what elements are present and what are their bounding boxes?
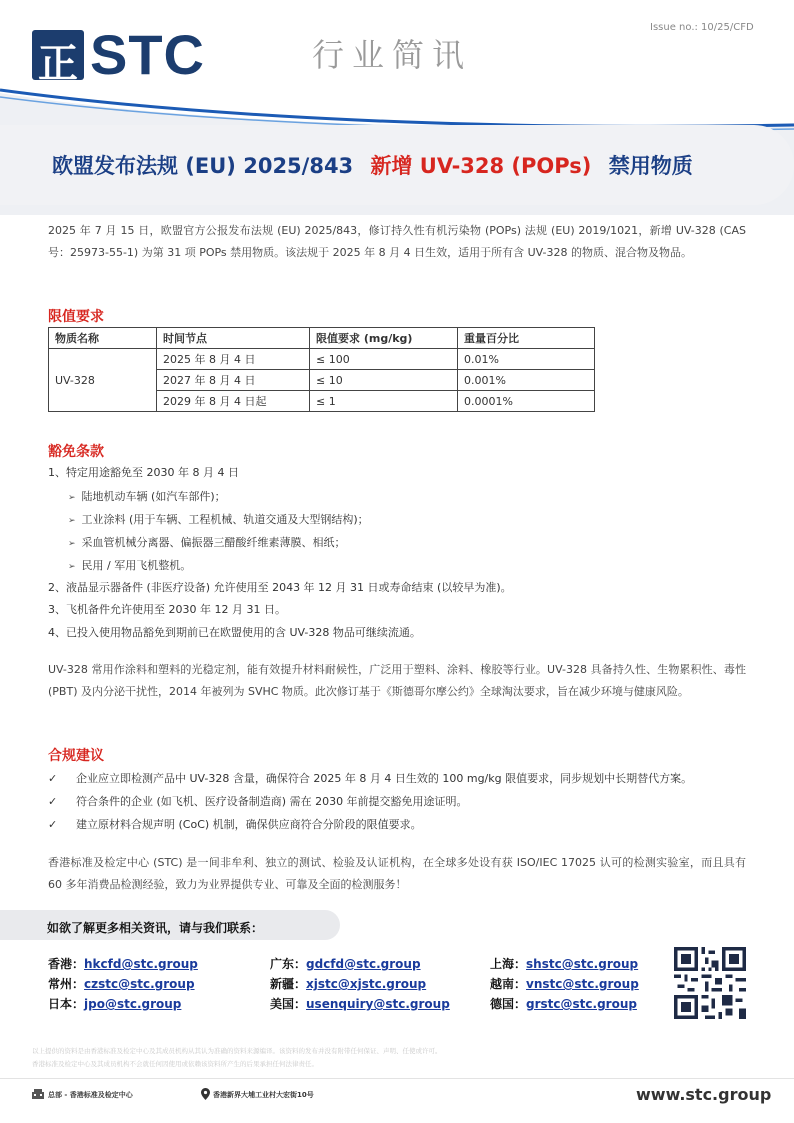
contact-label: 越南： [490, 977, 527, 991]
footer-address: 香港新界大埔工业村大宏街10号 [213, 1091, 314, 1099]
contact-label: 常州： [48, 977, 85, 991]
qr-code[interactable] [674, 947, 746, 1019]
contact-title: 如欲了解更多相关资讯，请与我们联系： [47, 921, 264, 935]
email-link[interactable]: gdcfd@stc.group [306, 957, 421, 971]
check-icon: ✓ [48, 772, 58, 785]
col-header: 物质名称 [49, 328, 157, 349]
stc-logo [32, 23, 224, 87]
table-cell: 2029 年 8 月 4 日起 [157, 391, 310, 412]
advice-item [48, 816, 422, 832]
advice-item [48, 793, 468, 809]
website-link[interactable]: www.stc.group [636, 1085, 772, 1104]
exemption-item-4: 4、已投入使用物品豁免到期前已在欧盟使用的含 UV-328 物品可继续流通。 [48, 626, 421, 639]
advice-item-text: 符合条件的企业 (如飞机、医疗设备制造商) 需在 2030 年前提交豁免用途证明。 [76, 795, 468, 808]
table-cell: 0.01% [458, 349, 595, 370]
title-part-1: 欧盟发布法规 (EU) 2025/843 [52, 154, 354, 178]
table-cell: 2025 年 8 月 4 日 [157, 349, 310, 370]
contact-shanghai [490, 955, 638, 972]
exemption-subitem [68, 557, 191, 573]
table-cell: ≤ 10 [310, 370, 458, 391]
contact-japan [48, 995, 181, 1012]
table-header-row [49, 328, 595, 349]
section-heading-limits: 限值要求 [48, 309, 104, 325]
exemption-item-2: 2、液晶显示器备件 (非医疗设备) 允许使用至 2043 年 12 月 31 日或寿命结束 (以较早为准)。 [48, 581, 512, 594]
title-part-3: 禁用物质 [608, 154, 693, 178]
contact-label: 上海： [490, 957, 527, 971]
arrow-bullet-icon: ➢ [68, 539, 76, 549]
intro-paragraph: 2025 年 7 月 15 日，欧盟官方公报发布法规 (EU) 2025/843，修订持久性有机污染物 (POPs) 法规 (EU) 2019/1021，新增 UV-328 (CAS 号：25973-55-1) 为第 31 项 POPs 禁用物质。该法规于 2025 年 8 月 4 日生效，适用于所有含 UV-328 的物质、混合物及物品。 [48, 224, 746, 259]
arrow-bullet-icon: ➢ [68, 493, 76, 503]
check-icon: ✓ [48, 795, 58, 808]
contact-label: 香港： [48, 957, 85, 971]
logo-wordmark: STC [90, 23, 205, 86]
section-heading-advice: 合规建议 [48, 748, 104, 764]
advice-item-text: 企业应立即检测产品中 UV-328 含量，确保符合 2025 年 8 月 4 日生效的 100 mg/kg 限值要求，同步规划中长期替代方案。 [76, 772, 693, 785]
email-link[interactable]: shstc@stc.group [526, 957, 639, 971]
exemption-subitem [68, 534, 346, 550]
newsletter-title: 行业简讯 [312, 36, 473, 74]
email-link[interactable]: vnstc@stc.group [526, 977, 639, 991]
contact-label: 美国： [270, 997, 307, 1011]
substance-cell: UV-328 [49, 349, 157, 412]
email-link[interactable]: usenquiry@stc.group [306, 997, 450, 1011]
limits-table [48, 327, 595, 412]
contact-changzhou [48, 975, 195, 992]
email-link[interactable]: hkcfd@stc.group [84, 957, 198, 971]
background-paragraph: UV-328 常用作涂料和塑料的光稳定剂，能有效提升材料耐候性，广泛用于塑料、涂料、橡胶等行业。UV-328 具备持久性、生物累积性、毒性 (PBT) 及内分泌干扰性，2014 年被列为 SVHC 物质。此次修订基于《斯德哥尔摩公约》全球淘汰要求，旨在减少环境与健康风险。 [48, 663, 746, 698]
contact-label: 德国： [490, 997, 527, 1011]
table-cell: ≤ 1 [310, 391, 458, 412]
advice-item-text: 建立原材料合规声明 (CoC) 机制，确保供应商符合分阶段的限值要求。 [76, 818, 422, 831]
contact-label: 日本： [48, 997, 85, 1011]
arrow-bullet-icon: ➢ [68, 562, 76, 572]
exemption-subitem-text: 工业涂料 (用于车辆、工程机械、轨道交通及大型钢结构)； [81, 513, 369, 526]
table-row [49, 349, 595, 370]
section-heading-exemptions: 豁免条款 [48, 444, 104, 460]
exemption-subitem-text: 陆地机动车辆 (如汽车部件)； [81, 490, 226, 503]
exemption-subitem [68, 488, 226, 504]
email-link[interactable]: xjstc@xjstc.group [306, 977, 427, 991]
building-icon [31, 1089, 45, 1099]
check-icon: ✓ [48, 818, 58, 831]
email-link[interactable]: grstc@stc.group [526, 997, 637, 1011]
contact-vietnam [490, 975, 639, 992]
arrow-bullet-icon: ➢ [68, 516, 76, 526]
about-paragraph: 香港标准及检定中心 (STC) 是一间非牟利、独立的测试、检验及认证机构，在全球多处设有获 ISO/IEC 17025 认可的检测实验室，而且具有 60 多年消费品检测经验，致力为业界提供专业、可靠及全面的检测服务！ [48, 856, 746, 891]
col-header: 时间节点 [157, 328, 310, 349]
location-pin-icon [201, 1088, 210, 1100]
exemption-item-3: 3、飞机备件允许使用至 2030 年 12 月 31 日。 [48, 603, 286, 616]
footer-hq: 总部 - 香港标准及检定中心 [48, 1091, 133, 1099]
contact-xinjiang [270, 975, 426, 992]
col-header: 限值要求 (mg/kg) [310, 328, 458, 349]
contact-label: 广东： [270, 957, 307, 971]
issue-number: Issue no.: 10/25/CFD [650, 22, 754, 33]
disclaimer-line-2: 香港标准及检定中心及其成员机构不会就任何因使用或依赖该资料所产生的后果承担任何法律责任。 [32, 1060, 318, 1068]
exemption-subitem-text: 民用 / 军用飞机整机。 [81, 559, 192, 572]
page-title [52, 150, 693, 180]
table-cell: 0.001% [458, 370, 595, 391]
contact-germany [490, 995, 637, 1012]
logo-mark-glyph: 正 [38, 40, 78, 87]
advice-item [48, 770, 692, 786]
logo-mark [32, 30, 84, 87]
exemption-subitem [68, 511, 369, 527]
col-header: 重量百分比 [458, 328, 595, 349]
contact-label: 新疆： [270, 977, 307, 991]
email-link[interactable]: jpo@stc.group [84, 997, 182, 1011]
contact-guangdong [270, 955, 421, 972]
exemption-item-1: 1、特定用途豁免至 2030 年 8 月 4 日 [48, 466, 239, 479]
contact-hongkong [48, 955, 198, 972]
table-cell: 0.0001% [458, 391, 595, 412]
footer-divider [0, 1078, 794, 1079]
table-cell: ≤ 100 [310, 349, 458, 370]
title-part-2: 新增 UV-328 (POPs) [370, 154, 592, 178]
email-link[interactable]: czstc@stc.group [84, 977, 195, 991]
disclaimer-line-1: 以上提供的资料是由香港标准及检定中心及其成员机构从其认为准确的资料来源编译。该资料的发布并没有附带任何保证、声明、任使或许可。 [32, 1047, 442, 1055]
exemption-subitem-text: 采血管机械分离器、偏振器三醋酸纤维素薄膜、相纸； [81, 536, 346, 549]
table-cell: 2027 年 8 月 4 日 [157, 370, 310, 391]
contact-usa [270, 995, 450, 1012]
